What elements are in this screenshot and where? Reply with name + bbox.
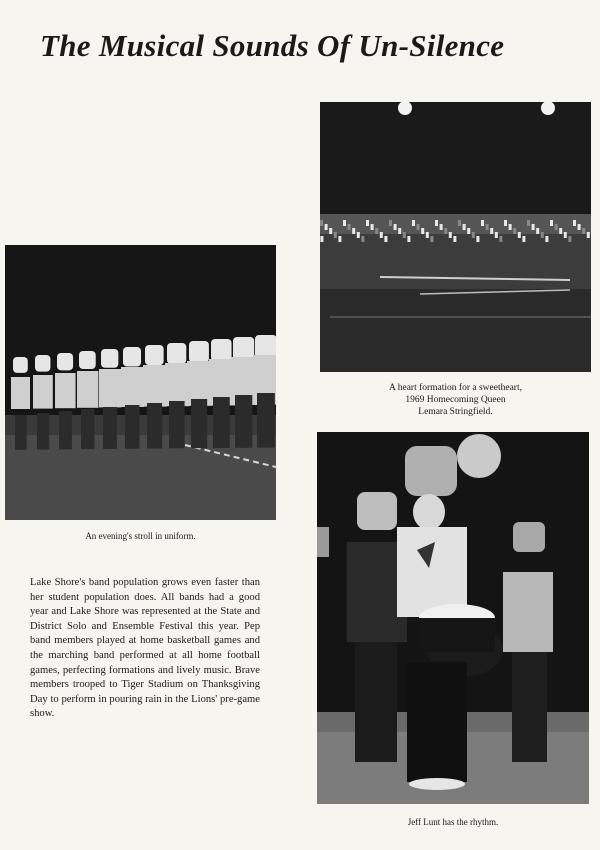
caption-heart-line-3: Lemara Stringfield. [418, 407, 493, 417]
caption-marching: An evening's stroll in uniform. [85, 531, 196, 541]
photo-heart-formation [320, 102, 591, 372]
page-title: The Musical Sounds Of Un-Silence [40, 28, 505, 63]
caption-drummer: Jeff Lunt has the rhythm. [407, 817, 499, 827]
caption-heart [320, 382, 591, 418]
article-body: Lake Shore's band population grows even faster than her student population does. All bands had a good year and Lake Shore was represented at the State and District Solo and Ensemble Festival this year. Pep band members played at home basketball games and the marching band performed at all home football games, perfecting formations and lively music. Brave members trooped to Tiger Stadium on Thanksgiving Day to perform in pouring rain in the Lions' pre-game show. [30, 577, 260, 720]
photo-marching-band [5, 245, 276, 520]
caption-heart-line-2: 1969 Homecoming Queen [405, 395, 506, 405]
photo-drummer [317, 432, 589, 804]
caption-heart-line-1: A heart formation for a sweetheart, [389, 383, 522, 393]
